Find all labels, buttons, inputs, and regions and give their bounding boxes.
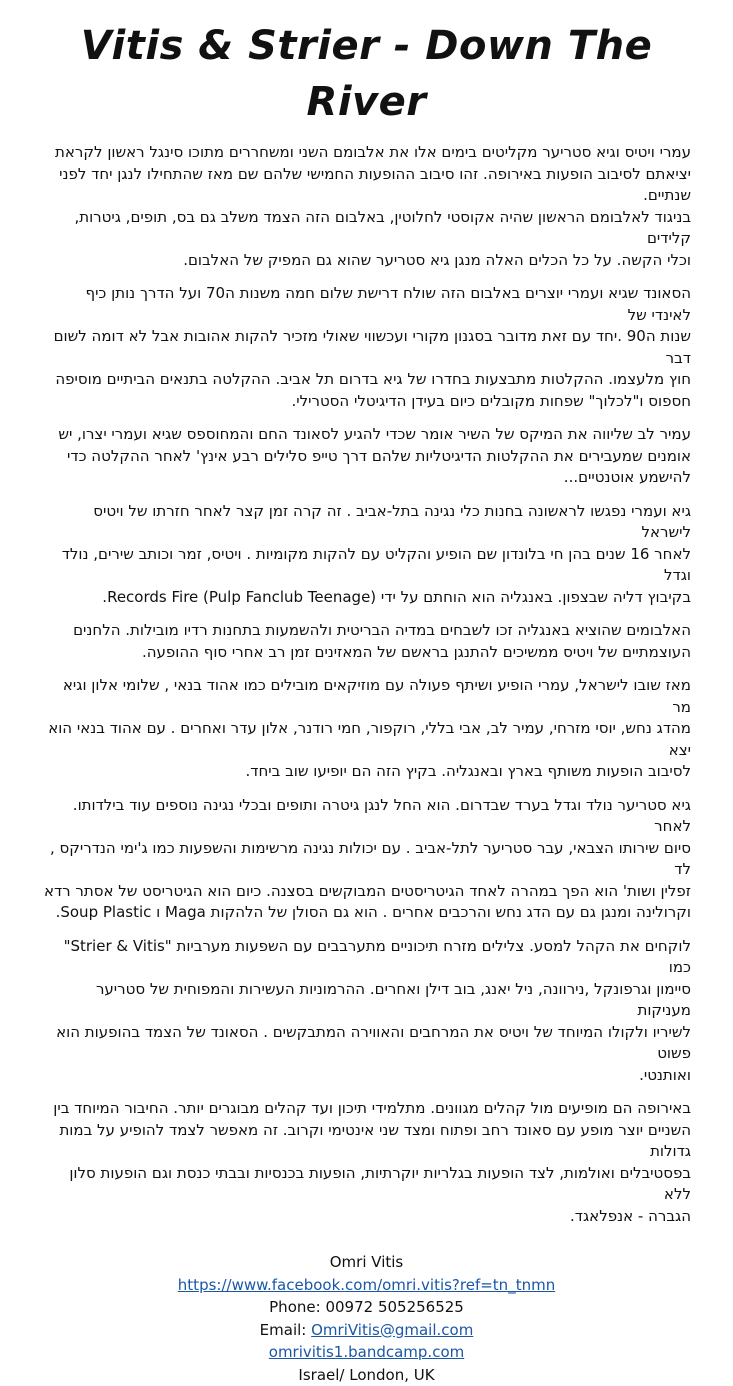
bandcamp-link[interactable]: omrivitis1.bandcamp.com <box>269 1343 464 1361</box>
paragraph-line: השניים יוצר מופע עם סאונד רחב ופתוח ומצד שני אינטימי וקרוב. זה מאפשר לצמד להופיע על במות גדולות <box>42 1120 691 1163</box>
paragraph-line: באירופה הם מופיעים מול קהלים מגוונים. מתלמידי תיכון ועד קהלים מבוגרים יותר. החיבור המיוחד בין <box>42 1098 691 1120</box>
paragraph <box>42 1098 691 1227</box>
paragraph-line: בניגוד לאלבומם הראשון שהיה אקוסטי לחלוטין, באלבום הזה הצמד משלב גם בס, תופים, גיטרות, קלידים <box>42 207 691 250</box>
paragraph-line: העוצמתיים של ויטיס ממשיכים להתנגן בראשם של המאזינים זמן רב אחרי סוף ההופעה. <box>42 642 691 664</box>
paragraph-line: מהדג נחש, יוסי מזרחי, עמיר לב, אבי בללי, רוקפור, חמי רודנר, אלון עדר ואחרים . עם אהוד בנאי הוא יצא <box>42 718 691 761</box>
paragraph <box>42 424 691 489</box>
paragraph-line: לאחר 16 שנים בהן חי בלונדון שם הופיע והקליט עם להקות מקומיות . ויטיס, זמר וכותב שירים, נולד וגדל <box>42 544 691 587</box>
paragraph-line: הגברה - אנפלאגד. <box>42 1206 691 1228</box>
paragraph-line: הסאונד שגיא ועמרי יוצרים באלבום הזה שולח דרישת שלום חמה משנות ה70 ועל הדרך נותן כיף לאינדי של <box>42 283 691 326</box>
paragraph-line: מאז שובו לישראל, עמרי הופיע ושיתף פעולה עם מוזיקאים מובילים כמו אהוד בנאי , שלומי אלון וגיא מר <box>42 675 691 718</box>
paragraph-line: גיא סטריער נולד וגדל בערד שבדרום. הוא החל לנגן גיטרה ותופים ובכלי נגינה נוספים עוד בילדותו. לאחר <box>42 795 691 838</box>
email-link[interactable]: OmriVitis@gmail.com <box>311 1321 473 1339</box>
email-row <box>42 1319 691 1342</box>
paragraph-line: זפלין ושות' הוא הפך במהרה לאחד הגיטריסטים המבוקשים בסצנה. כיום הוא הגיטריסט של אסתר רדא <box>42 881 691 903</box>
body-text <box>42 142 691 1227</box>
contact-name: Omri Vitis <box>42 1251 691 1274</box>
paragraph <box>42 142 691 271</box>
paragraph <box>42 795 691 924</box>
paragraph-line: בקיבוץ דליה שבצפון. באנגליה הוא הוחתם על ידי Records Fire (Pulp Fanclub Teenage). <box>42 587 691 609</box>
phone-number: 00972 505256525 <box>325 1298 463 1316</box>
paragraph-line: סיום שירותו הצבאי, עבר סטריער לתל-אביב . עם יכולות נגינה מרשימות והשפעות כמו ג'ימי הנדריקס , לד <box>42 838 691 881</box>
paragraph-line: אומנים שמעבירים את ההקלטות הדיגיטליות שלהם דרך טייפ סלילים רבע אינץ' לאחר ההקלטה כדי <box>42 446 691 468</box>
contact-block <box>42 1251 691 1386</box>
paragraph-line: וכלי הקשה. על כל הכלים האלה מנגן גיא סטריער שהוא גם המפיק של האלבום. <box>42 250 691 272</box>
paragraph-line: שנתיים. <box>42 185 691 207</box>
paragraph <box>42 620 691 663</box>
paragraph-line: חוץ מלעצמו. ההקלטות מתבצעות בחדרו של גיא בדרום תל אביב. ההקלטה בתנאים הביתיים מוסיפה <box>42 369 691 391</box>
email-label: Email: <box>260 1321 307 1339</box>
paragraph-line: ואותנטי. <box>42 1065 691 1087</box>
paragraph-line: להישמע אוטנטיים... <box>42 467 691 489</box>
paragraph <box>42 501 691 609</box>
page-title: Vitis & Strier - Down The River <box>42 18 691 130</box>
paragraph <box>42 936 691 1087</box>
paragraph-line: וקרולינה ומנגן גם עם הדג נחש והרכבים אחרים . הוא גם הסולן של הלהקות Maga ו Soup Plastic. <box>42 902 691 924</box>
phone-row <box>42 1296 691 1319</box>
paragraph-line: לשיריו ולקולו המיוחד של ויטיס את המרחבים והאווירה המתבקשים . הסאונד של הצמד בהופעות הוא פשוט <box>42 1022 691 1065</box>
paragraph-line: בפסטיבלים ואולמות, לצד הופעות בגלריות יוקרתיות, הופעות בכנסיות ובבתי כנסת וגם הופעות סלון ללא <box>42 1163 691 1206</box>
paragraph-line: "Strier & Vitis" לוקחים את הקהל למסע. צלילים מזרח תיכוניים מתערבבים עם השפעות מערביות כמו <box>42 936 691 979</box>
facebook-link[interactable]: https://www.facebook.com/omri.vitis?ref=tn_tnmn <box>178 1276 555 1294</box>
paragraph-line: עמרי ויטיס וגיא סטריער מקליטים בימים אלו את אלבומם השני ומשחררים מתוכו סינגל ראשון לקראת <box>42 142 691 164</box>
paragraph-line: האלבומים שהוציא באנגליה זכו לשבחים במדיה הבריטית ולהשמעות בתחנות רדיו מובילות. הלחנים <box>42 620 691 642</box>
paragraph <box>42 675 691 783</box>
phone-label: Phone: <box>269 1298 321 1316</box>
contact-location: Israel/ London, UK <box>42 1364 691 1386</box>
paragraph-line: סיימון וגרפונקל ,נירוונה, ניל יאנג, בוב דילן ואחרים. ההרמוניות העשירות והמפוחית של סטריער מעניקות <box>42 979 691 1022</box>
paragraph <box>42 283 691 412</box>
paragraph-line: יציאתם לסיבוב הופעות באירופה. זהו סיבוב ההופעות החמישי שלהם שם מאז שהתחילו לנגן יחד לפני <box>42 164 691 186</box>
paragraph-line: לסיבוב הופעות משותף בארץ ובאנגליה. בקיץ הזה הם יופיעו שוב ביחד. <box>42 761 691 783</box>
paragraph-line: עמיר לב שליווה את המיקס של השיר אומר שכדי להגיע לסאונד החם והמחוספס שגיא ועמרי יצרו, יש <box>42 424 691 446</box>
paragraph-line: גיא ועמרי נפגשו לראשונה בחנות כלי נגינה בתל-אביב . זה קרה זמן קצר לאחר חזרתו של ויטיס לישראל <box>42 501 691 544</box>
paragraph-line: חספוס ו"לכלוך" שפחות מקובלים כיום בעידן הדיגיטלי הסטרילי. <box>42 391 691 413</box>
paragraph-line: שנות ה90 .יחד עם זאת מדובר בסגנון מקורי ועכשווי שאולי מזכיר להקות אהובות אבל לא דומה לשום דבר <box>42 326 691 369</box>
